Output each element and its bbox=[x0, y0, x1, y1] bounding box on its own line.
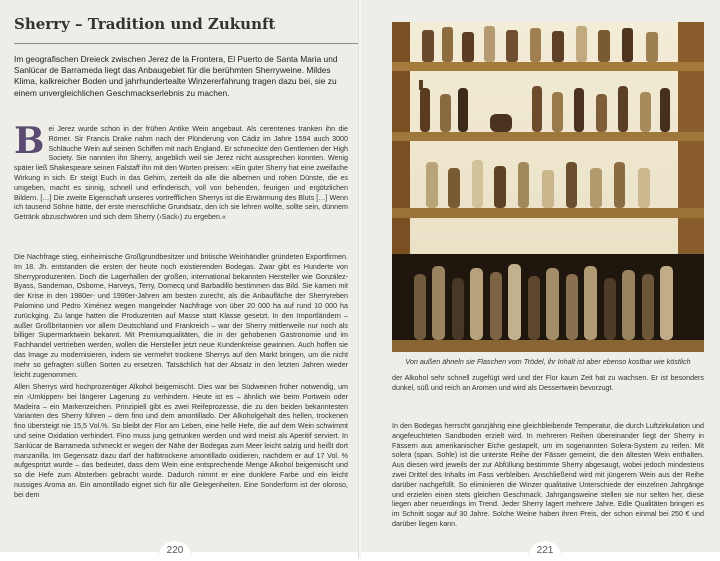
photo-caption: Von außen ähneln sie Flaschen vom Trödel, ihr Inhalt ist aber ebenso kostbar wie köstlich bbox=[405, 357, 691, 366]
footer-bar-left bbox=[0, 552, 158, 559]
drop-cap: B bbox=[14, 120, 45, 162]
right-paragraph-1: der Alkohol sehr schnell zugefügt wird und der Flor kaum Zeit hat zu wachsen. Er ist besonders dunkel, süß und reich an Aromen und wird als Dessertwein bevorzugt. bbox=[392, 374, 704, 392]
body-paragraph-3: Allen Sherrys wird hochprozentiger Alkohol beigemischt. Dies war bei Südweinen früher notwendig, um ein ›Umkippen‹ bei längerer Lagerung zu verhindern. Heute ist es – ähnlich wie beim Portwein oder Madeira – ein Markenzeichen. Prinzipiell gibt es zwei Reifeprozesse, die zu den beiden bekanntesten Varianten des Sherry führen – dem fino und dem amontillado. Der Alkoholgehalt des hellen, trockenen fino übersteigt nie 15,5 Vol.%. So bleibt der Flor am Leben, eine helle Hefe, die auf dem Wein schwimmt und seine Oxidation verhindert. Fino muss jung getrunken werden und wird meist als Aperitif serviert. In Sanlúcar de Barrameda schmeckt er wegen der Nähe der Bodegas zum Meer leicht salzig und heißt dort manzanilla. Im Gegensatz dazu darf der halbtrockene amontillado oxidieren, nachdem er auf 17 Vol. % aufgespritzt wurde – das bedeutet, dass dem Wein eine entsprechende Menge Alkohol beigemischt und so die Hefe zum Absterben gebracht wurde. Dadurch nimmt er eine dunklere Farbe und ein leicht nussiges Aroma an. Ein amontillado eignet sich für alle Gelegenheiten. Eine Sonderform ist der oloroso, bei dem bbox=[14, 383, 348, 499]
body-paragraph-1-text: ei Jerez wurde schon in der frühen Antike Wein angebaut. Als cerentenes tranken ihn die Römer. Sir Francis Drake nahm nach der Plünderung von Cádiz im Jahre 1594 auch 3000 Schläuche Wein auf seinen Schiffen mit nach England. Er schmeckte den Gentlemen der High Society. Sie nannten ihn Sherry, angeblich weil sie Jerez nicht aussprechen konnten. Wenig später ließ Shakespeare seinen Falstaff ihn mit den Worten preisen: »Ein guter Sherry hat eine zweifache Wirkung in sich. Er steigt Euch in das Gehirn, zerteilt da alle die albernen und rohen Dünste, die es umgeben, macht es sinnig, schnell und erfinderisch, voll von behenden, feurigen und ergötzlichen Bildern. […] Die zweite Eigenschaft unseres vortrefflichen Sherrys ist die Erwärmung des Bluts […] Wenn ich tausend Söhne hätte, der erste menschliche Grundsatz, den ich sie lehren wollte, sollte sein, dünnem Getränk abzuschwören und sich dem Sherry (›Sack‹) zu ergeben.« bbox=[14, 125, 348, 222]
body-paragraph-2: Die Nachfrage stieg, einheimische Großgrundbesitzer und britische Weinhändler gründeten Exportfirmen. Im 18. Jh. entstanden die ersten der heute noch existierenden Bodegas. Zwar gibt es Hunderte von Sherryproduzenten. Doch die Lagerhallen der großen, international bekannten Hersteller wie González-Byass, Sandeman, Osborne, Harveys, Terry, Domecq und Barbadillo bestimmen das Bild. Sie kamen mit der Krise in den 1980er- und 1990er-Jahren am besten zurecht, als die Anbaufläche der Sherryreben Palomino und Pedro Ximénez wegen mangelnder Nachfrage von über 20 000 ha auf rund 10 000 ha zurückging. Zu lange hatten die Produzenten auf Masse statt Klasse gesetzt. In den Importländern – außer Großbritannien vor allem Deutschland und Frankreich – war der Sherry mittlerweile nur noch als billiger Supermarktwein bekannt. Mit Premiumqualitäten, die in der gehobenen Gastronomie und im Fachhandel vertrieben werden, wollen die Hersteller jetzt neue Kundenkreise gewinnen. Auch hoffen sie das Image zu modernisieren, indem sie vermehrt trockene Sherrys auf den Markt bringen, um die nicht mehr so gefragten süßen Sorten zu ersetzen. Tatsächlich hat der Absatz in den letzten Jahren wieder leicht zugenommen. bbox=[14, 253, 348, 379]
body-paragraph-1 bbox=[14, 120, 348, 223]
right-paragraph-2: In den Bodegas herrscht ganzjährig eine gleichbleibende Temperatur, die durch Luftzirkulation und angefeuchteten Sandboden erzielt wird. In mehreren Reihen übereinander liegt der Sherry in Fässern aus amerikanischer Eiche gestapelt, um im sogenannten Solera-System zu reifen. Mit solera (span. Sohle) ist die unterste Reihe der Fässer gemeint, die den ältesten Wein enthalten. Aus diesen wird jeweils der zur Abfüllung bestimmte Sherry abgesaugt, wobei jedoch mindestens zwei Drittel des Inhalts im Fass verbleiben. Anschließend wird mit jüngerem Wein aus der Reihe darüber nachgefüllt. So eliminieren die Winzer qualitative Unterschiede der einzelnen Jahrgänge und erzielen einen stets gleichen Geschmack. Jahrgangsweine stellen sie nur selten her, diese liegen aber neuerdings im Trend. Jeder Sherry lagert mehrere Jahre. Edle Qualitäten bringen es im Schnitt sogar auf 30 Jahre. Solche Weine haben ihren Preis, der schon einmal bei 250 € und darüber liegen kann. bbox=[392, 422, 704, 528]
footer-bar-right bbox=[361, 552, 528, 559]
lead-paragraph: Im geografischen Dreieck zwischen Jerez de la Frontera, El Puerto de Santa Maria und Sanlúcar de Barrameda liegt das Anbaugebiet für die berühmten Sherryweine. Mildes Klima, kalkreicher Boden und jahrhundertealte Winzererfahrung tragen dazu bei, sie zu einem unvergleichlichen Geschmackserlebnis zu machen. bbox=[14, 54, 338, 98]
footer-bar-right-2 bbox=[562, 552, 720, 559]
page-number-right: 221 bbox=[528, 541, 562, 559]
page-number-left: 220 bbox=[158, 541, 192, 559]
title-rule bbox=[14, 43, 386, 44]
bottles-photo bbox=[392, 22, 704, 352]
dusty-bottles-on-shelves-icon bbox=[392, 22, 704, 352]
footer-bar-left-2 bbox=[192, 552, 359, 559]
left-page bbox=[0, 0, 359, 559]
page-title: Sherry – Tradition und Zukunft bbox=[14, 15, 276, 33]
